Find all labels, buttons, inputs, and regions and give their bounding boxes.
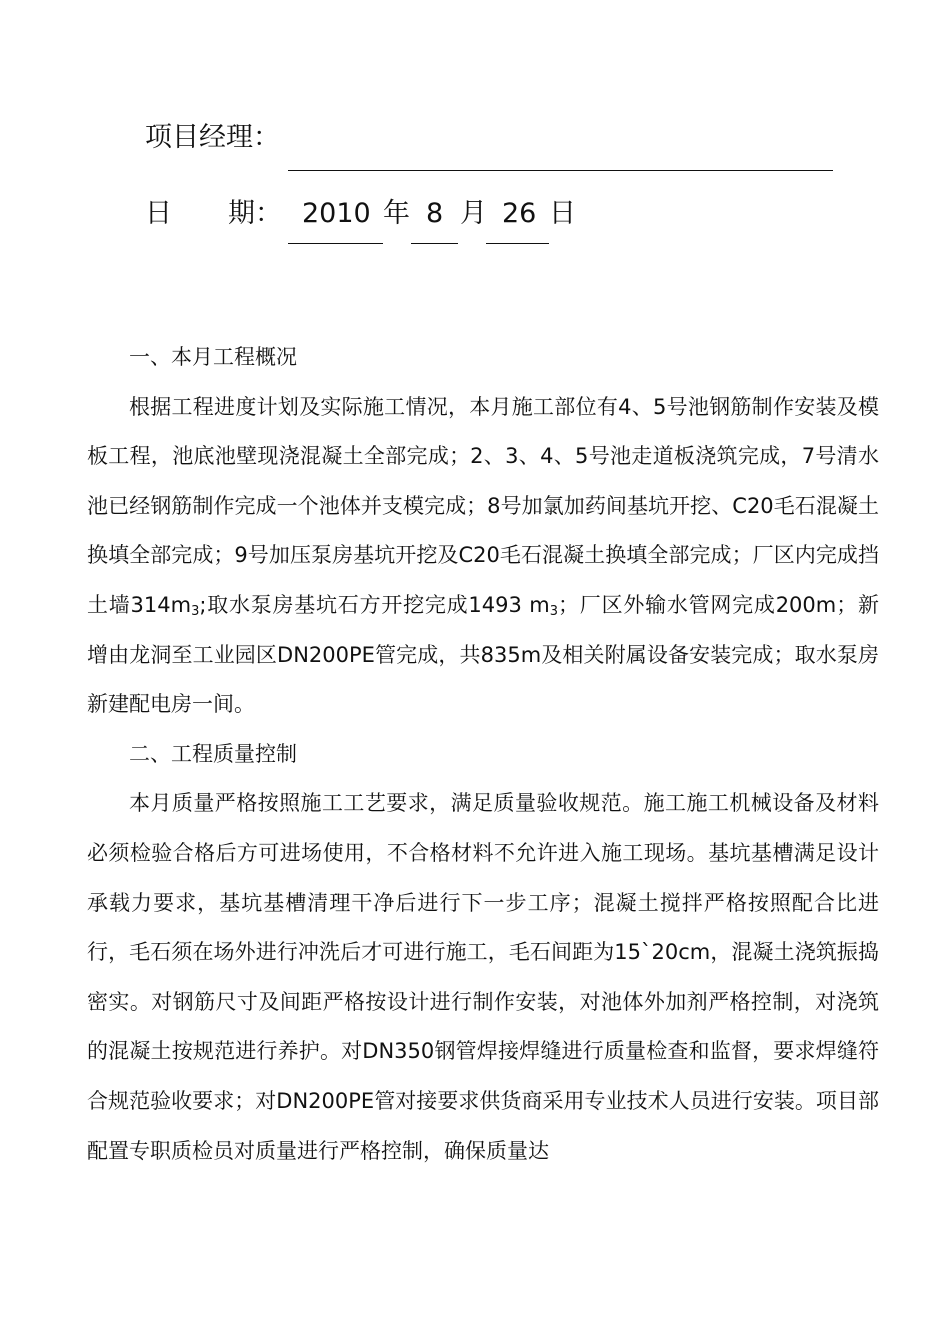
section-paragraph: 根据工程进度计划及实际施工情况，本月施工部位有4、5号池钢筋制作安装及模板工程，池底池壁现浇混凝土全部完成；2、3、4、5号池走道板浇筑完成，7号清水池已经钢筋制作完成一个池体并支模完成；8号加氯加药间基坑开挖、C20毛石混凝土换填全部完成；9号加压泵房基坑开挖及C20毛石混凝土换填全部完成；厂区内完成挡土墙$314m_3$;取水泵房基坑石方开挖完成1493 $m_3$；厂区外输水管网完成200m；新增由龙洞至工业园区DN200PE管完成，共835m及相关附属设备安装完成；取水泵房新建配电房一间。 [87,394,879,717]
day-underline [486,243,549,244]
date-label-first: 日 [145,198,172,229]
signature-line [288,170,833,171]
section-heading: 二、工程质量控制 [129,741,297,766]
date-day: 26 [502,198,537,229]
date-month: 8 [426,198,444,229]
date-year-unit: 年 [383,198,410,229]
report-body [87,333,879,1176]
project-manager-label: 项目经理： [145,122,280,153]
date-day-unit: 日 [549,198,576,229]
date-label-second: 期： [228,198,282,229]
section-paragraph: 本月质量严格按照施工工艺要求，满足质量验收规范。施工施工机械设备及材料必须检验合格后方可进场使用，不合格材料不允许进入施工现场。基坑基槽满足设计承载力要求，基坑基槽清理干净后进行下一步工序；混凝土搅拌严格按照配合比进行，毛石须在场外进行冲洗后才可进行施工，毛石间距为15`20cm，混凝土浇筑振捣密实。对钢筋尺寸及间距严格按设计进行制作安装，对池体外加剂严格控制，对浇筑的混凝土按规范进行养护。对DN350钢管焊接焊缝进行质量检查和监督，要求焊缝符合规范验收要求；对DN200PE管对接要求供货商采用专业技术人员进行安装。项目部配置专职质检员对质量进行严格控制，确保质量达 [87,791,879,1163]
date-month-unit: 月 [460,198,487,229]
superscript-unit: 3 [549,603,559,619]
section-heading: 一、本月工程概况 [129,345,297,369]
year-underline [288,243,383,244]
month-underline [411,243,458,244]
date-year: 2010 [302,198,371,229]
superscript-unit: 3 [191,603,200,619]
